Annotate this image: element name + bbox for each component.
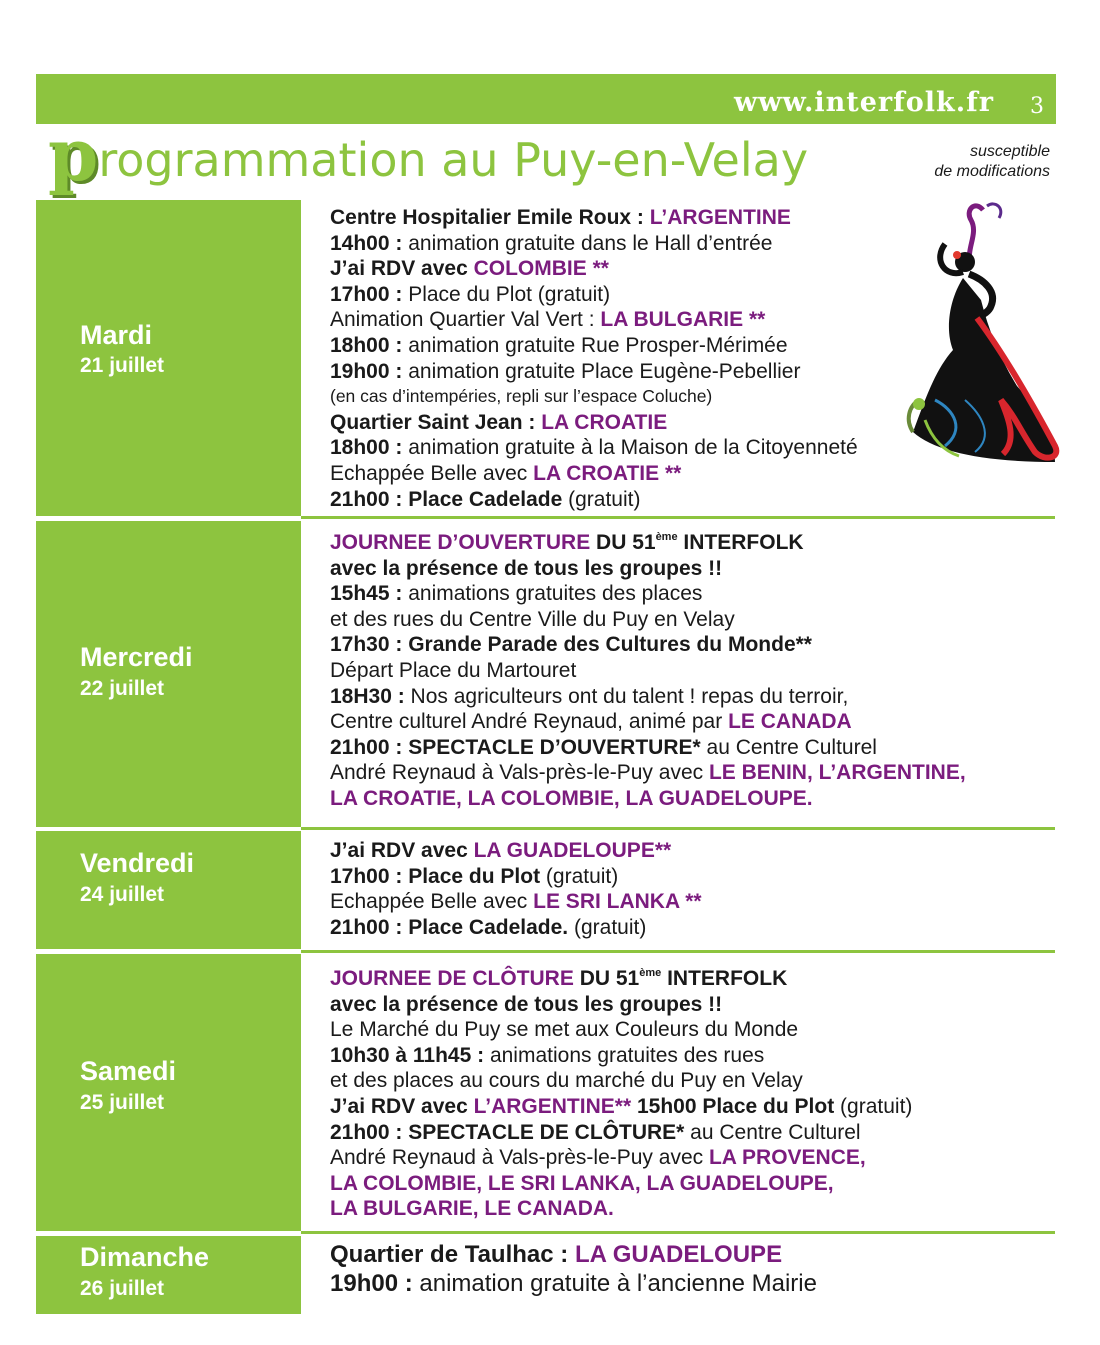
separator-rule (301, 827, 1055, 830)
day-name: Mardi (80, 320, 153, 350)
schedule-text: animation gratuite dans le Hall d’entrée (402, 231, 773, 255)
country-name: L’ARGENTINE** (473, 1094, 632, 1118)
schedule-text: 14h00 : (330, 231, 403, 255)
schedule-text: Départ Place du Martouret (330, 658, 577, 682)
schedule-line (330, 1068, 1050, 1094)
schedule-text: Quartier Saint Jean : (330, 410, 542, 434)
schedule-line (330, 735, 1050, 761)
schedule-text: (gratuit) (568, 915, 647, 939)
country-name: L’ARGENTINE (649, 206, 791, 229)
schedule-text: 19h00 : (330, 1270, 413, 1297)
schedule-text: J’ai RDV avec (330, 839, 474, 862)
schedule-line (330, 1196, 1050, 1222)
schedule-text: INTERFOLK (677, 531, 804, 554)
country-name: JOURNEE DE CLÔTURE (330, 967, 574, 990)
schedule-text: INTERFOLK (661, 967, 788, 990)
schedule-samedi (330, 966, 1050, 1222)
flamenco-dancer-illustration (905, 200, 1070, 470)
separator-rule (301, 1231, 1055, 1234)
schedule-text: 21h00 : SPECTACLE DE CLÔTURE* (330, 1120, 685, 1144)
schedule-text: animations gratuites des rues (484, 1043, 765, 1067)
schedule-text: Animation Quartier Val Vert : (330, 308, 601, 332)
schedule-text: (gratuit) (562, 487, 641, 511)
schedule-text: (en cas d’intempéries, repli sur l’espace Coluche) (330, 386, 713, 407)
schedule-line (330, 966, 1050, 992)
day-block-dimanche (36, 1236, 301, 1314)
schedule-text: André Reynaud à Vals-près-le-Puy avec (330, 1146, 709, 1170)
schedule-line (330, 889, 1050, 915)
schedule-line (330, 530, 1050, 556)
schedule-text: au Centre Culturel (684, 1120, 861, 1144)
schedule-line (330, 786, 1050, 812)
country-name: LA CROATIE (541, 410, 668, 434)
day-block-vendredi (36, 831, 301, 949)
schedule-text: 17h30 : Grande Parade des Cultures du Monde** (330, 633, 812, 657)
schedule-text: animation gratuite à l’ancienne Mairie (412, 1270, 817, 1297)
schedule-text: avec la présence de tous les groupes !! (330, 556, 723, 580)
title-text: rogrammation au Puy-en-Velay (98, 133, 809, 187)
page-number: 3 (1030, 94, 1044, 119)
country-name: LA GUADELOUPE (574, 1241, 783, 1268)
schedule-vendredi (330, 838, 1050, 940)
schedule-text: 17h00 : (330, 282, 403, 306)
schedule-text: 21h00 : Place Cadelade (330, 487, 563, 511)
schedule-text: et des rues du Centre Ville du Puy en Velay (330, 607, 735, 631)
schedule-line (330, 709, 1050, 735)
note-line-1: susceptible (969, 143, 1050, 160)
schedule-line (330, 1094, 1050, 1120)
country-name: LA BULGARIE ** (600, 308, 766, 332)
country-name: LA COLOMBIE, LE SRI LANKA, LA GUADELOUPE, (330, 1171, 834, 1195)
country-name: JOURNEE D’OUVERTURE (330, 531, 591, 554)
day-date: 21 juillet (80, 354, 165, 377)
schedule-text: Nos agriculteurs ont du talent ! repas du terroir, (404, 684, 849, 708)
country-name: COLOMBIE ** (473, 257, 609, 281)
schedule-text: animation gratuite Rue Prosper-Mérimée (402, 333, 788, 357)
schedule-line (330, 992, 1050, 1018)
country-name: LA BULGARIE, LE CANADA. (330, 1197, 614, 1221)
title-initial: p (48, 112, 99, 197)
schedule-text: Echappée Belle avec (330, 461, 534, 485)
schedule-line (330, 1017, 1050, 1043)
schedule-text: 15h00 Place du Plot (631, 1094, 835, 1118)
schedule-text: 19h00 : (330, 359, 403, 383)
ordinal-suffix: ème (655, 531, 678, 543)
schedule-line (330, 1240, 1050, 1269)
day-block-mardi (36, 200, 301, 516)
schedule-text: avec la présence de tous les groupes !! (330, 992, 723, 1016)
schedule-text: 21h00 : SPECTACLE D’OUVERTURE* (330, 735, 701, 759)
schedule-text: Centre Hospitalier Emile Roux : (330, 206, 650, 229)
day-date: 24 juillet (80, 883, 165, 906)
schedule-text: Place du Plot (gratuit) (402, 282, 611, 306)
schedule-line (330, 760, 1050, 786)
ordinal-suffix: ème (639, 967, 662, 979)
schedule-line (330, 1145, 1050, 1171)
schedule-line (330, 684, 1050, 710)
day-name: Dimanche (80, 1242, 210, 1272)
modification-note (934, 142, 1050, 182)
separator-rule (301, 950, 1055, 953)
schedule-text: 18H30 : (330, 684, 405, 708)
schedule-text: 10h30 à 11h45 : (330, 1043, 485, 1067)
country-name: LA CROATIE, LA COLOMBIE, LA GUADELOUPE. (330, 786, 813, 810)
day-name: Mercredi (80, 642, 193, 672)
country-name: LE CANADA (728, 710, 852, 734)
schedule-text: DU 51 (573, 967, 640, 990)
country-name: LE BENIN, L’ARGENTINE, (708, 761, 966, 785)
schedule-text: DU 51 (590, 531, 656, 554)
schedule-text: 18h00 : (330, 333, 403, 357)
schedule-text: J’ai RDV avec (330, 1094, 474, 1118)
schedule-line (330, 1120, 1050, 1146)
country-name: LA PROVENCE, (708, 1146, 866, 1170)
note-line-2: de modifications (934, 163, 1050, 180)
schedule-text: animation gratuite à la Maison de la Citoyenneté (402, 436, 858, 460)
schedule-text: Echappée Belle avec (330, 890, 534, 914)
schedule-text: au Centre Culturel (700, 735, 877, 759)
schedule-line (330, 1171, 1050, 1197)
schedule-line (330, 581, 1050, 607)
schedule-text: animation gratuite Place Eugène-Pebellier (402, 359, 801, 383)
day-block-mercredi (36, 521, 301, 827)
page-title (48, 112, 809, 197)
day-name: Samedi (80, 1056, 177, 1086)
schedule-dimanche (330, 1240, 1050, 1298)
day-date: 22 juillet (80, 677, 165, 700)
schedule-line (330, 556, 1050, 582)
country-name: LA CROATIE ** (533, 461, 682, 485)
schedule-text: J’ai RDV avec (330, 257, 474, 281)
schedule-line (330, 607, 1050, 633)
schedule-line (330, 838, 1050, 864)
schedule-text: 21h00 : Place Cadelade. (330, 915, 569, 939)
schedule-line (330, 864, 1050, 890)
schedule-mercredi (330, 530, 1050, 812)
schedule-line (330, 1043, 1050, 1069)
header-bar (36, 74, 1056, 124)
schedule-line (330, 632, 1050, 658)
schedule-text: Le Marché du Puy se met aux Couleurs du Monde (330, 1018, 799, 1042)
schedule-text: animations gratuites des places (402, 582, 703, 606)
schedule-line (330, 487, 1050, 513)
schedule-text: André Reynaud à Vals-près-le-Puy avec (330, 761, 709, 785)
schedule-text: (gratuit) (834, 1094, 913, 1118)
schedule-text: Centre culturel André Reynaud, animé par (330, 710, 729, 734)
schedule-text: 15h45 : (330, 582, 403, 606)
day-name: Vendredi (80, 848, 195, 878)
schedule-text: et des places au cours du marché du Puy en Velay (330, 1069, 803, 1093)
schedule-line (330, 915, 1050, 941)
schedule-text: 17h00 : Place du Plot (330, 864, 541, 888)
schedule-line (330, 658, 1050, 684)
schedule-text: 18h00 : (330, 436, 403, 460)
day-date: 25 juillet (80, 1091, 165, 1114)
country-name: LE SRI LANKA ** (533, 890, 702, 914)
schedule-text: Quartier de Taulhac : (330, 1241, 575, 1268)
country-name: LA GUADELOUPE** (473, 839, 672, 862)
separator-rule (301, 516, 1055, 519)
website-url[interactable]: www.interfolk.fr (733, 87, 994, 118)
schedule-line (330, 1269, 1050, 1298)
schedule-text: (gratuit) (540, 864, 619, 888)
day-block-samedi (36, 954, 301, 1231)
day-date: 26 juillet (80, 1277, 165, 1300)
